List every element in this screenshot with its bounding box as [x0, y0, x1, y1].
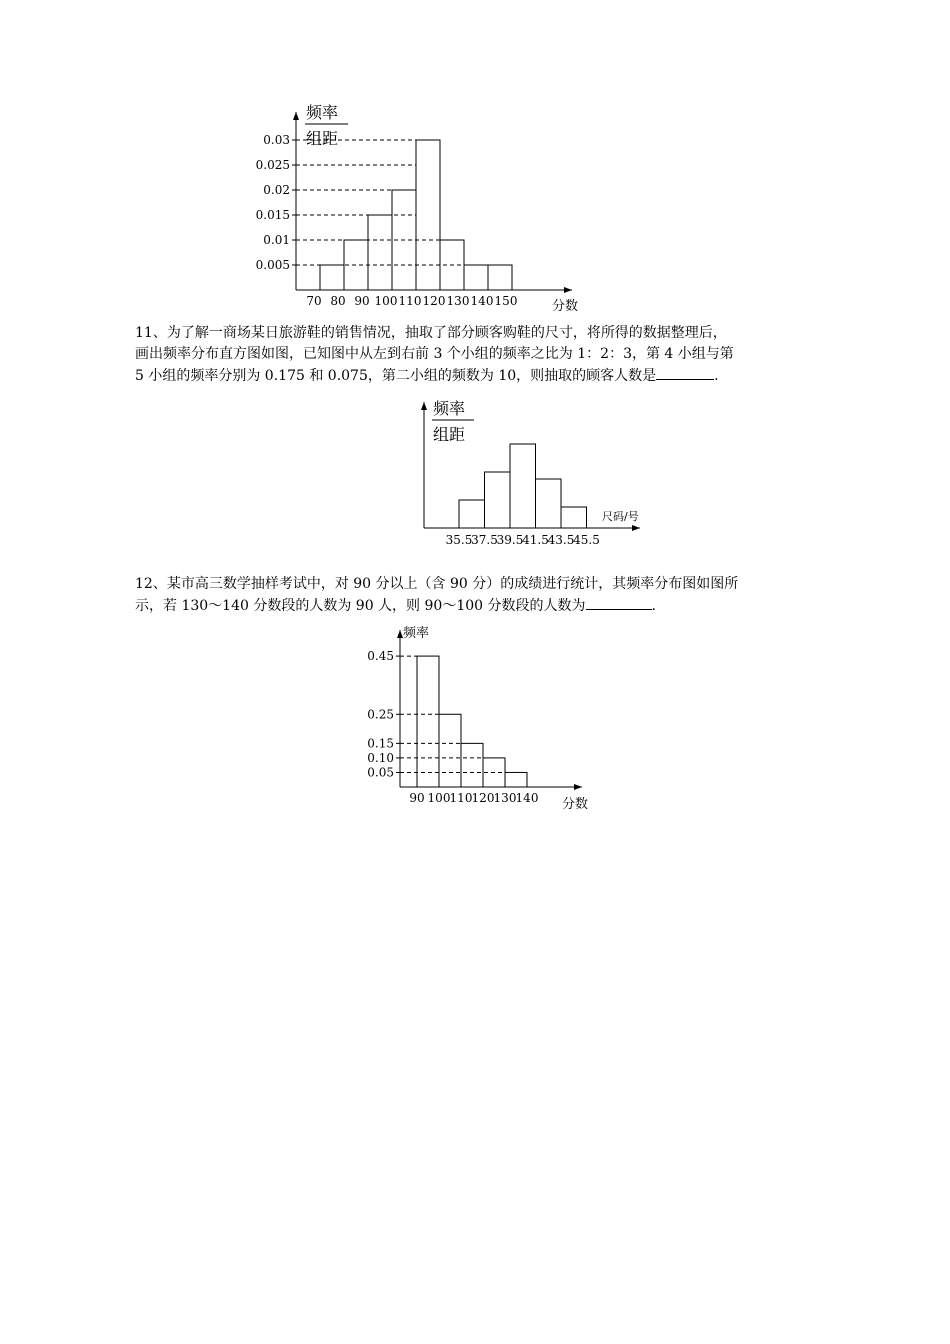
- y-tick-label: 0.015: [255, 208, 290, 222]
- x-tick-label: 41.5: [522, 533, 549, 547]
- chart-3-svg: [350, 622, 610, 822]
- y-axis-arrow: [293, 112, 299, 120]
- histogram-bar: [464, 265, 488, 290]
- histogram-bar: [561, 507, 587, 528]
- x-tick-label: 150: [494, 294, 518, 308]
- chart-1-svg: [250, 100, 590, 320]
- x-axis-label: 分数: [562, 797, 589, 812]
- histogram-bar: [416, 140, 440, 290]
- y-tick-label: 0.025: [255, 158, 290, 172]
- histogram-bar: [417, 656, 439, 787]
- x-tick-label: 70: [306, 294, 322, 308]
- answer-blank-11[interactable]: [656, 365, 714, 380]
- x-tick-label: 130: [446, 294, 470, 308]
- histogram-bar: [368, 215, 392, 290]
- x-tick-label: 100: [374, 294, 398, 308]
- y-tick-label: 0.005: [255, 258, 290, 272]
- x-tick-label: 110: [449, 791, 473, 805]
- y-tick-label: 0.25: [367, 707, 394, 722]
- x-tick-label: 37.5: [471, 533, 498, 547]
- y-label-bottom: 组距: [306, 129, 339, 148]
- histogram-frequency: [350, 622, 610, 822]
- x-tick-label: 43.5: [547, 533, 575, 547]
- x-axis-arrow: [632, 525, 640, 531]
- problem-12-tail: .: [651, 598, 656, 614]
- histogram-bar: [461, 743, 483, 787]
- x-tick-label: 130: [493, 791, 517, 805]
- x-tick-label: 120: [422, 294, 446, 308]
- y-label-top: 频率: [433, 399, 466, 418]
- answer-blank-12[interactable]: [586, 595, 652, 610]
- histogram-bar: [320, 265, 344, 290]
- y-tick-label: 0.05: [367, 765, 394, 780]
- x-axis-label: 尺码/号: [602, 510, 639, 523]
- x-tick-label: 39.5: [496, 533, 524, 547]
- x-tick-label: 120: [471, 791, 495, 805]
- x-tick-label: 100: [427, 791, 451, 805]
- chart-2-svg: [400, 396, 660, 556]
- x-tick-label: 90: [354, 294, 370, 308]
- x-axis-arrow: [564, 287, 572, 293]
- x-tick-label: 90: [409, 791, 425, 805]
- x-tick-label: 80: [330, 294, 346, 308]
- histogram-bar: [439, 714, 461, 787]
- y-axis-label: 频率: [403, 626, 430, 641]
- y-label-bottom: 组距: [433, 425, 466, 444]
- x-axis-label: 分数: [552, 299, 579, 314]
- problem-12-line-2-text: 示，若 130～140 分数段的人数为 90 人，则 90～100 分数段的人数为: [135, 598, 586, 614]
- histogram-bar: [485, 472, 511, 528]
- histogram-score-distribution: [250, 100, 590, 320]
- x-tick-label: 45.5: [573, 533, 600, 547]
- y-tick-label: 0.01: [263, 233, 290, 247]
- y-tick-label: 0.45: [367, 649, 394, 664]
- x-tick-label: 140: [470, 294, 494, 308]
- x-tick-label: 140: [515, 791, 539, 805]
- y-axis-arrow: [421, 402, 427, 410]
- histogram-bar: [510, 444, 536, 528]
- y-tick-label: 0.15: [367, 736, 394, 751]
- problem-11-line-3: [135, 365, 815, 387]
- histogram-shoe-size: [400, 396, 660, 556]
- problem-12: [135, 574, 815, 617]
- problem-11-line-1: 11、为了解一商场某日旅游鞋的销售情况，抽取了部分顾客购鞋的尺寸，将所得的数据整理后，: [135, 325, 727, 341]
- histogram-bar: [505, 772, 527, 787]
- problem-11-tail: .: [714, 368, 719, 384]
- y-label-top: 频率: [306, 103, 339, 122]
- x-axis-arrow: [574, 784, 582, 790]
- problem-12-line-2: [135, 595, 815, 617]
- problem-11-line-2: 画出频率分布直方图如图，已知图中从左到右前 3 个小组的频率之比为 1：2：3，第 4 小组与第: [135, 346, 734, 362]
- x-tick-label: 35.5: [445, 533, 473, 547]
- problem-12-line-1: 12、某市高三数学抽样考试中，对 90 分以上（含 90 分）的成绩进行统计，其频率分布图如图所: [135, 576, 739, 592]
- y-tick-label: 0.03: [263, 133, 290, 147]
- problem-11-line-3-text: 5 小组的频率分别为 0.175 和 0.075，第二小组的频数为 10，则抽取的顾客人数是: [135, 368, 657, 384]
- y-tick-label: 0.02: [263, 183, 290, 197]
- x-tick-label: 110: [398, 294, 422, 308]
- problem-11: [135, 323, 815, 387]
- y-tick-label: 0.10: [367, 750, 394, 765]
- histogram-bar: [488, 265, 512, 290]
- histogram-bar: [536, 479, 562, 528]
- histogram-bar: [459, 500, 485, 528]
